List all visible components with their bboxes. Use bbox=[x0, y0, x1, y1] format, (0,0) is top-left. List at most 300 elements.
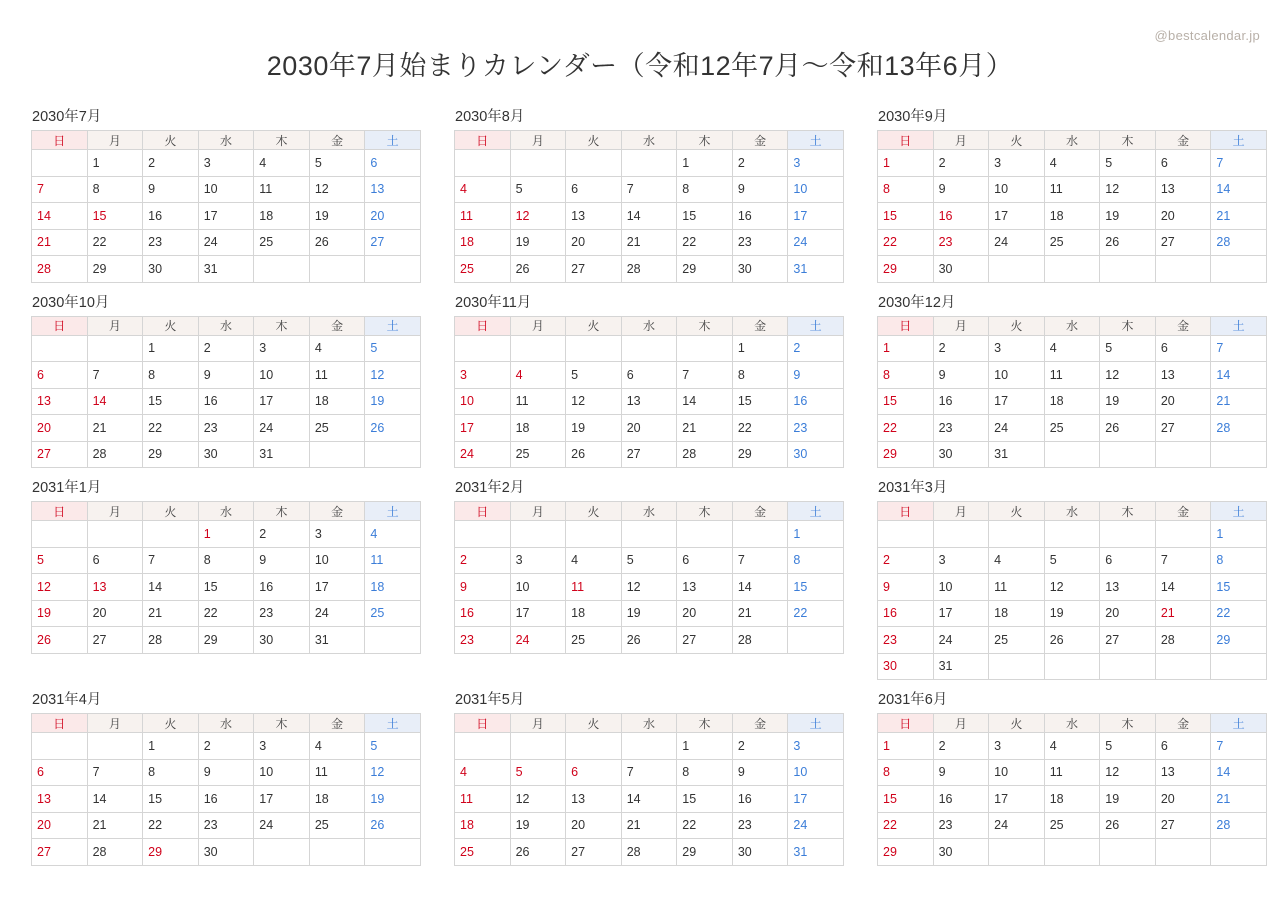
month-table bbox=[454, 501, 844, 654]
day-cell: 9 bbox=[198, 759, 254, 786]
day-cell: 17 bbox=[309, 574, 365, 601]
day-cell: 21 bbox=[1211, 203, 1267, 230]
weekday-header-cell: 木 bbox=[677, 714, 733, 733]
day-cell: 29 bbox=[198, 627, 254, 654]
day-cell-empty bbox=[1155, 521, 1211, 548]
weekday-header-row bbox=[455, 316, 844, 335]
day-cell: 26 bbox=[566, 441, 622, 468]
week-row bbox=[455, 362, 844, 389]
day-cell: 26 bbox=[309, 229, 365, 256]
day-cell: 15 bbox=[878, 388, 934, 415]
day-cell: 3 bbox=[989, 150, 1045, 177]
day-cell: 20 bbox=[566, 812, 622, 839]
week-row bbox=[455, 600, 844, 627]
day-cell-empty bbox=[510, 335, 566, 362]
month-label: 2031年4月 bbox=[32, 692, 102, 708]
day-cell-empty bbox=[566, 733, 622, 760]
weekday-header-row bbox=[32, 316, 421, 335]
day-cell: 20 bbox=[1155, 203, 1211, 230]
weekday-header-cell: 日 bbox=[32, 714, 88, 733]
day-cell: 4 bbox=[1044, 733, 1100, 760]
day-cell-empty bbox=[677, 521, 733, 548]
day-cell: 19 bbox=[510, 229, 566, 256]
day-cell: 4 bbox=[566, 547, 622, 574]
day-cell: 7 bbox=[1155, 547, 1211, 574]
day-cell-empty bbox=[621, 733, 677, 760]
day-cell: 11 bbox=[510, 388, 566, 415]
day-cell-empty bbox=[788, 627, 844, 654]
day-cell: 19 bbox=[32, 600, 88, 627]
weekday-header-cell: 日 bbox=[32, 131, 88, 150]
weekday-header-cell: 日 bbox=[32, 316, 88, 335]
day-cell: 31 bbox=[788, 839, 844, 866]
day-cell-empty bbox=[1100, 441, 1156, 468]
day-cell-empty bbox=[566, 521, 622, 548]
day-cell: 15 bbox=[1211, 574, 1267, 601]
weekday-header-row bbox=[32, 131, 421, 150]
day-cell: 1 bbox=[788, 521, 844, 548]
day-cell: 9 bbox=[878, 574, 934, 601]
weekday-header-cell: 火 bbox=[989, 316, 1045, 335]
day-cell-empty bbox=[1155, 839, 1211, 866]
day-cell: 23 bbox=[732, 812, 788, 839]
day-cell: 19 bbox=[365, 388, 421, 415]
weekday-header-cell: 水 bbox=[1044, 316, 1100, 335]
month-block bbox=[31, 291, 421, 469]
week-row bbox=[455, 335, 844, 362]
day-cell: 3 bbox=[198, 150, 254, 177]
week-row bbox=[878, 229, 1267, 256]
day-cell: 28 bbox=[621, 839, 677, 866]
day-cell: 23 bbox=[933, 415, 989, 442]
day-cell: 4 bbox=[510, 362, 566, 389]
day-cell: 1 bbox=[143, 335, 199, 362]
day-cell: 26 bbox=[365, 812, 421, 839]
day-cell: 16 bbox=[933, 388, 989, 415]
day-cell: 22 bbox=[143, 415, 199, 442]
week-row bbox=[32, 812, 421, 839]
weekday-header-cell: 月 bbox=[933, 714, 989, 733]
day-cell: 22 bbox=[732, 415, 788, 442]
day-cell: 23 bbox=[198, 415, 254, 442]
day-cell: 27 bbox=[677, 627, 733, 654]
month-block bbox=[454, 105, 844, 283]
day-cell: 27 bbox=[32, 441, 88, 468]
day-cell: 14 bbox=[677, 388, 733, 415]
day-cell-empty bbox=[1100, 256, 1156, 283]
day-cell: 10 bbox=[198, 176, 254, 203]
day-cell: 1 bbox=[1211, 521, 1267, 548]
weekday-header-cell: 金 bbox=[1155, 502, 1211, 521]
day-cell: 8 bbox=[143, 362, 199, 389]
day-cell-empty bbox=[1155, 441, 1211, 468]
day-cell: 7 bbox=[1211, 733, 1267, 760]
week-row bbox=[455, 415, 844, 442]
day-cell: 25 bbox=[1044, 812, 1100, 839]
day-cell-empty bbox=[989, 653, 1045, 680]
weekday-header-cell: 金 bbox=[309, 502, 365, 521]
day-cell: 13 bbox=[566, 203, 622, 230]
day-cell: 21 bbox=[87, 812, 143, 839]
month-block bbox=[454, 476, 844, 680]
day-cell: 3 bbox=[788, 150, 844, 177]
day-cell: 13 bbox=[566, 786, 622, 813]
weekday-header-cell: 火 bbox=[989, 131, 1045, 150]
week-row bbox=[878, 362, 1267, 389]
day-cell: 31 bbox=[198, 256, 254, 283]
week-row bbox=[878, 627, 1267, 654]
day-cell: 18 bbox=[309, 786, 365, 813]
weekday-header-cell: 火 bbox=[989, 714, 1045, 733]
day-cell: 8 bbox=[788, 547, 844, 574]
day-cell: 13 bbox=[32, 388, 88, 415]
day-cell: 7 bbox=[1211, 335, 1267, 362]
day-cell-empty bbox=[878, 521, 934, 548]
day-cell-empty bbox=[510, 521, 566, 548]
day-cell-empty bbox=[621, 335, 677, 362]
month-table bbox=[454, 713, 844, 866]
weekday-header-row bbox=[32, 714, 421, 733]
day-cell: 20 bbox=[1155, 786, 1211, 813]
day-cell: 7 bbox=[87, 362, 143, 389]
week-row bbox=[32, 150, 421, 177]
day-cell: 6 bbox=[32, 759, 88, 786]
month-label: 2030年10月 bbox=[32, 294, 110, 311]
day-cell: 9 bbox=[933, 362, 989, 389]
weekday-header-cell: 水 bbox=[1044, 714, 1100, 733]
weekday-header-cell: 土 bbox=[788, 714, 844, 733]
weekday-header-cell: 水 bbox=[198, 131, 254, 150]
week-row bbox=[878, 521, 1267, 548]
day-cell: 30 bbox=[254, 627, 310, 654]
day-cell: 20 bbox=[677, 600, 733, 627]
day-cell: 18 bbox=[1044, 786, 1100, 813]
day-cell: 25 bbox=[566, 627, 622, 654]
day-cell: 2 bbox=[732, 150, 788, 177]
day-cell: 5 bbox=[365, 335, 421, 362]
day-cell: 2 bbox=[198, 733, 254, 760]
day-cell: 11 bbox=[1044, 176, 1100, 203]
day-cell-empty bbox=[1211, 839, 1267, 866]
day-cell: 18 bbox=[1044, 203, 1100, 230]
month-label: 2031年6月 bbox=[878, 692, 948, 708]
day-cell: 25 bbox=[309, 812, 365, 839]
day-cell: 24 bbox=[309, 600, 365, 627]
day-cell: 12 bbox=[1100, 362, 1156, 389]
month-table bbox=[31, 130, 421, 283]
day-cell: 14 bbox=[1211, 176, 1267, 203]
day-cell: 10 bbox=[788, 176, 844, 203]
day-cell-empty bbox=[455, 733, 511, 760]
day-cell: 16 bbox=[878, 600, 934, 627]
day-cell: 19 bbox=[510, 812, 566, 839]
day-cell: 3 bbox=[510, 547, 566, 574]
day-cell: 2 bbox=[933, 733, 989, 760]
day-cell: 26 bbox=[510, 839, 566, 866]
day-cell: 17 bbox=[254, 786, 310, 813]
weekday-header-cell: 日 bbox=[878, 502, 934, 521]
day-cell: 14 bbox=[732, 574, 788, 601]
weekday-header-cell: 火 bbox=[566, 502, 622, 521]
day-cell: 6 bbox=[566, 759, 622, 786]
day-cell: 22 bbox=[677, 812, 733, 839]
week-row bbox=[455, 812, 844, 839]
month-label: 2031年1月 bbox=[32, 480, 102, 496]
week-row bbox=[878, 812, 1267, 839]
day-cell-empty bbox=[1211, 441, 1267, 468]
weekday-header-cell: 木 bbox=[254, 316, 310, 335]
week-row bbox=[455, 574, 844, 601]
day-cell: 7 bbox=[1211, 150, 1267, 177]
week-row bbox=[878, 256, 1267, 283]
day-cell: 16 bbox=[788, 388, 844, 415]
weekday-header-cell: 水 bbox=[198, 502, 254, 521]
day-cell: 17 bbox=[989, 203, 1045, 230]
month-table bbox=[877, 130, 1267, 283]
day-cell: 2 bbox=[198, 335, 254, 362]
day-cell: 25 bbox=[1044, 229, 1100, 256]
day-cell: 16 bbox=[198, 388, 254, 415]
weekday-header-cell: 土 bbox=[788, 316, 844, 335]
day-cell: 9 bbox=[732, 759, 788, 786]
weekday-header-cell: 火 bbox=[143, 714, 199, 733]
day-cell: 25 bbox=[455, 256, 511, 283]
week-row bbox=[32, 759, 421, 786]
weekday-header-cell: 木 bbox=[254, 502, 310, 521]
day-cell: 3 bbox=[933, 547, 989, 574]
month-table bbox=[454, 130, 844, 283]
day-cell-empty bbox=[32, 733, 88, 760]
day-cell: 11 bbox=[566, 574, 622, 601]
weekday-header-cell: 木 bbox=[677, 316, 733, 335]
day-cell: 6 bbox=[1155, 150, 1211, 177]
day-cell-empty bbox=[1100, 653, 1156, 680]
day-cell: 8 bbox=[1211, 547, 1267, 574]
day-cell: 8 bbox=[143, 759, 199, 786]
day-cell: 18 bbox=[989, 600, 1045, 627]
day-cell: 6 bbox=[1155, 335, 1211, 362]
day-cell: 13 bbox=[1155, 759, 1211, 786]
day-cell-empty bbox=[566, 150, 622, 177]
day-cell: 27 bbox=[1155, 812, 1211, 839]
weekday-header-row bbox=[878, 714, 1267, 733]
weekday-header-cell: 木 bbox=[1100, 131, 1156, 150]
day-cell-empty bbox=[566, 335, 622, 362]
day-cell: 30 bbox=[878, 653, 934, 680]
weekday-header-cell: 月 bbox=[87, 131, 143, 150]
week-row bbox=[878, 759, 1267, 786]
day-cell: 7 bbox=[32, 176, 88, 203]
day-cell-empty bbox=[87, 733, 143, 760]
day-cell: 8 bbox=[878, 362, 934, 389]
month-table bbox=[877, 713, 1267, 866]
day-cell-empty bbox=[1211, 653, 1267, 680]
day-cell: 31 bbox=[989, 441, 1045, 468]
weekday-header-cell: 月 bbox=[510, 502, 566, 521]
month-table bbox=[877, 316, 1267, 469]
week-row bbox=[32, 176, 421, 203]
day-cell: 17 bbox=[788, 786, 844, 813]
day-cell: 15 bbox=[198, 574, 254, 601]
week-row bbox=[455, 733, 844, 760]
day-cell: 10 bbox=[455, 388, 511, 415]
day-cell: 10 bbox=[989, 176, 1045, 203]
day-cell: 20 bbox=[32, 415, 88, 442]
day-cell-empty bbox=[1044, 256, 1100, 283]
day-cell: 11 bbox=[309, 362, 365, 389]
day-cell: 20 bbox=[32, 812, 88, 839]
weekday-header-cell: 木 bbox=[677, 502, 733, 521]
month-table bbox=[454, 316, 844, 469]
day-cell: 24 bbox=[788, 229, 844, 256]
day-cell-empty bbox=[143, 521, 199, 548]
day-cell: 30 bbox=[732, 256, 788, 283]
day-cell-empty bbox=[309, 839, 365, 866]
weekday-header-cell: 月 bbox=[933, 502, 989, 521]
day-cell: 20 bbox=[621, 415, 677, 442]
day-cell: 2 bbox=[455, 547, 511, 574]
day-cell: 18 bbox=[455, 229, 511, 256]
day-cell: 1 bbox=[732, 335, 788, 362]
day-cell: 9 bbox=[455, 574, 511, 601]
day-cell: 7 bbox=[87, 759, 143, 786]
weekday-header-cell: 水 bbox=[621, 502, 677, 521]
page-title: 2030年7月始まりカレンダー（令和12年7月〜令和13年6月） bbox=[266, 51, 1014, 81]
day-cell: 27 bbox=[566, 256, 622, 283]
day-cell: 18 bbox=[1044, 388, 1100, 415]
day-cell: 24 bbox=[989, 812, 1045, 839]
day-cell: 17 bbox=[788, 203, 844, 230]
week-row bbox=[455, 627, 844, 654]
week-row bbox=[32, 229, 421, 256]
week-row bbox=[878, 150, 1267, 177]
day-cell: 7 bbox=[732, 547, 788, 574]
week-row bbox=[455, 229, 844, 256]
weekday-header-cell: 月 bbox=[87, 316, 143, 335]
day-cell: 30 bbox=[933, 839, 989, 866]
day-cell: 29 bbox=[87, 256, 143, 283]
weekday-header-cell: 水 bbox=[1044, 502, 1100, 521]
weekday-header-cell: 土 bbox=[788, 131, 844, 150]
day-cell: 3 bbox=[309, 521, 365, 548]
day-cell: 4 bbox=[1044, 150, 1100, 177]
day-cell: 4 bbox=[1044, 335, 1100, 362]
day-cell: 2 bbox=[143, 150, 199, 177]
day-cell-empty bbox=[365, 627, 421, 654]
day-cell: 28 bbox=[87, 441, 143, 468]
day-cell: 4 bbox=[254, 150, 310, 177]
weekday-header-row bbox=[455, 714, 844, 733]
weekday-header-cell: 水 bbox=[621, 714, 677, 733]
week-row bbox=[32, 441, 421, 468]
day-cell-empty bbox=[510, 733, 566, 760]
week-row bbox=[32, 839, 421, 866]
week-row bbox=[878, 388, 1267, 415]
weekday-header-cell: 土 bbox=[1211, 316, 1267, 335]
day-cell: 1 bbox=[677, 150, 733, 177]
weekday-header-cell: 水 bbox=[198, 316, 254, 335]
day-cell-empty bbox=[455, 150, 511, 177]
day-cell: 19 bbox=[309, 203, 365, 230]
day-cell: 2 bbox=[933, 150, 989, 177]
weekday-header-cell: 火 bbox=[143, 316, 199, 335]
site-watermark: @bestcalendar.jp bbox=[1154, 28, 1260, 43]
day-cell: 25 bbox=[455, 839, 511, 866]
weekday-header-cell: 水 bbox=[1044, 131, 1100, 150]
day-cell: 4 bbox=[365, 521, 421, 548]
weekday-header-cell: 日 bbox=[455, 502, 511, 521]
day-cell: 4 bbox=[309, 335, 365, 362]
day-cell: 14 bbox=[143, 574, 199, 601]
day-cell-empty bbox=[1044, 839, 1100, 866]
day-cell: 14 bbox=[32, 203, 88, 230]
day-cell: 22 bbox=[87, 229, 143, 256]
day-cell: 13 bbox=[365, 176, 421, 203]
week-row bbox=[878, 574, 1267, 601]
day-cell-empty bbox=[87, 335, 143, 362]
day-cell-empty bbox=[365, 256, 421, 283]
day-cell: 12 bbox=[32, 574, 88, 601]
day-cell: 1 bbox=[878, 150, 934, 177]
day-cell: 17 bbox=[933, 600, 989, 627]
day-cell: 19 bbox=[566, 415, 622, 442]
day-cell: 25 bbox=[254, 229, 310, 256]
day-cell-empty bbox=[1155, 256, 1211, 283]
day-cell: 16 bbox=[732, 786, 788, 813]
day-cell: 14 bbox=[87, 786, 143, 813]
month-table bbox=[31, 501, 421, 654]
day-cell: 14 bbox=[1211, 362, 1267, 389]
day-cell-empty bbox=[309, 256, 365, 283]
day-cell-empty bbox=[989, 521, 1045, 548]
day-cell: 4 bbox=[455, 759, 511, 786]
day-cell: 17 bbox=[254, 388, 310, 415]
day-cell: 13 bbox=[1155, 176, 1211, 203]
day-cell: 21 bbox=[1211, 786, 1267, 813]
day-cell: 11 bbox=[309, 759, 365, 786]
day-cell-empty bbox=[32, 521, 88, 548]
day-cell: 8 bbox=[878, 176, 934, 203]
day-cell: 12 bbox=[510, 203, 566, 230]
month-label: 2030年9月 bbox=[878, 109, 948, 125]
day-cell: 5 bbox=[566, 362, 622, 389]
weekday-header-cell: 土 bbox=[365, 502, 421, 521]
day-cell: 31 bbox=[254, 441, 310, 468]
day-cell: 19 bbox=[1100, 786, 1156, 813]
day-cell: 3 bbox=[788, 733, 844, 760]
day-cell: 28 bbox=[87, 839, 143, 866]
day-cell: 2 bbox=[933, 335, 989, 362]
day-cell: 20 bbox=[87, 600, 143, 627]
day-cell: 14 bbox=[621, 786, 677, 813]
weekday-header-cell: 日 bbox=[878, 714, 934, 733]
day-cell: 16 bbox=[455, 600, 511, 627]
week-row bbox=[878, 547, 1267, 574]
day-cell-empty bbox=[1100, 839, 1156, 866]
week-row bbox=[32, 256, 421, 283]
weekday-header-cell: 土 bbox=[1211, 502, 1267, 521]
day-cell: 28 bbox=[1155, 627, 1211, 654]
day-cell: 18 bbox=[455, 812, 511, 839]
day-cell: 21 bbox=[32, 229, 88, 256]
week-row bbox=[32, 733, 421, 760]
day-cell: 23 bbox=[933, 229, 989, 256]
day-cell: 6 bbox=[1100, 547, 1156, 574]
day-cell: 23 bbox=[878, 627, 934, 654]
day-cell: 9 bbox=[198, 362, 254, 389]
day-cell: 13 bbox=[621, 388, 677, 415]
month-label: 2031年2月 bbox=[455, 480, 525, 496]
